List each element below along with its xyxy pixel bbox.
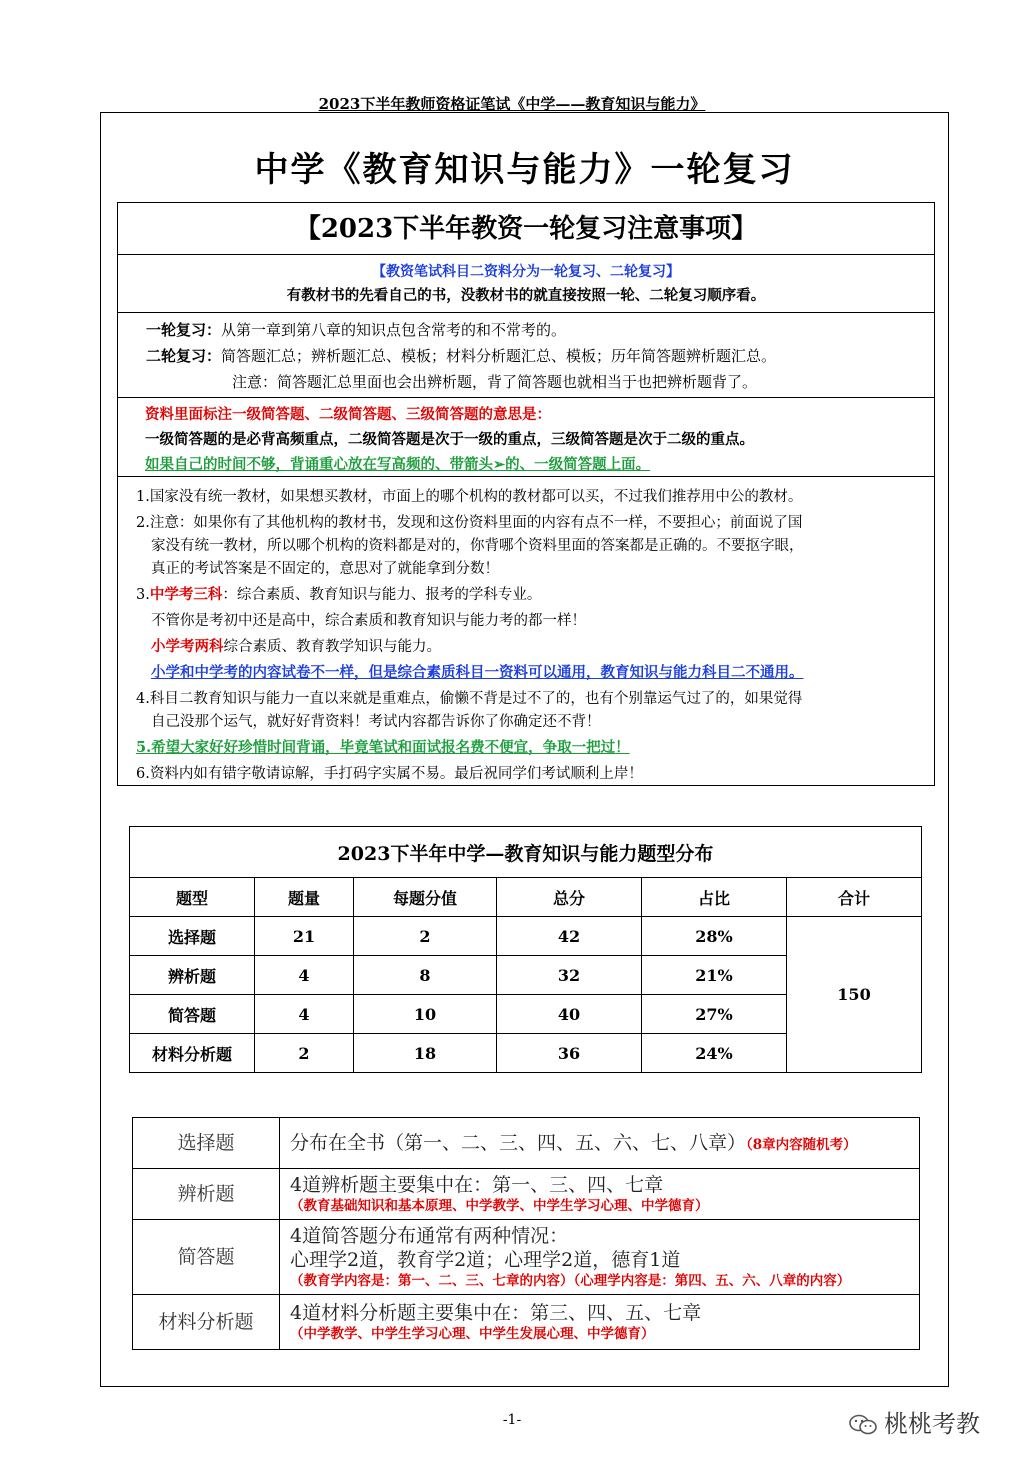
material-text: 4道材料分析题主要集中在：第三、四、五、七章 [290, 1301, 702, 1324]
discrim-text: 4道辨析题主要集中在：第一、三、四、七章 [290, 1173, 664, 1196]
header-cell: 合计 [787, 878, 922, 917]
notice-items [118, 477, 934, 787]
round1-text: 从第一章到第八章的知识点包含常考的和不常考的。 [221, 321, 567, 339]
round2-note: 注意：简答题汇总里面也会出辨析题，背了简答题也就相当于也把辨析题背了。 [232, 373, 758, 391]
item-3 [136, 583, 541, 604]
page-number: -1- [502, 1412, 522, 1428]
table-cell: 36 [497, 1034, 642, 1073]
item-3-num: 3. [136, 587, 150, 603]
details-table [132, 1117, 920, 1350]
page-title: 中学《教育知识与能力》一轮复习 [254, 150, 795, 190]
table-cell: 4 [255, 956, 354, 995]
discrim-note: （教育基础知识和基本原理、中学教学、中学生学习心理、中学德育） [290, 1197, 709, 1214]
notice-title: 【2023下半年教资一轮复习注意事项】 [118, 203, 934, 255]
material-note: （中学教学、中学生学习心理、中学生发展心理、中学德育） [290, 1325, 655, 1342]
table-cell: 4 [255, 995, 354, 1034]
level-green-line: 如果自己的时间不够，背诵重心放在写高频的、带箭头➢的、一级简答题上面。 [145, 456, 651, 473]
item-5: 5.希望大家好好珍惜时间背诵，毕竟笔试和面试报名费不便宜，争取一把过！ [136, 739, 630, 756]
table-cell: 32 [497, 956, 642, 995]
table-cell: 28% [642, 917, 787, 956]
table-cell: 8 [354, 956, 497, 995]
table-cell: 简答题 [130, 995, 255, 1034]
wechat-icon [848, 1413, 878, 1437]
header-cell: 题型 [130, 878, 255, 917]
header-cell: 占比 [642, 878, 787, 917]
document-header: 2023下半年教师资格证笔试《中学——教育知识与能力》 [318, 95, 706, 113]
table-cell: 2 [255, 1034, 354, 1073]
notice-intro [118, 255, 934, 313]
header-cell: 题量 [255, 878, 354, 917]
level-black-line: 一级简答题的是必背高频重点，二级简答题是次于一级的重点，三级简答题是次于二级的重点。 [145, 431, 754, 448]
short-note: （教育学内容是：第一、二、三、七章的内容）（心理学内容是：第四、五、六、八章的内容） [290, 1272, 851, 1289]
table-header-row [130, 878, 922, 917]
round1-label: 一轮复习： [146, 321, 222, 339]
header-cell: 总分 [497, 878, 642, 917]
item-2a: 2.注意：如果你有了其他机构的教材书，发现和这份资料里面的内容有点不一样，不要担心；前面说了国 [136, 515, 803, 531]
table-cell: 40 [497, 995, 642, 1034]
table-cell: 21 [255, 917, 354, 956]
item-4b: 自己没那个运气，就好好背资料！考试内容都告诉你了你确定还不背！ [151, 714, 601, 730]
choice-note: （8章内容随机考） [746, 1136, 857, 1153]
table-row [130, 917, 922, 956]
table-cell: 2 [354, 917, 497, 956]
level-red-line: 资料里面标注一级简答题、二级简答题、三级简答题的意思是： [145, 406, 551, 423]
table-cell: 24% [642, 1034, 787, 1073]
detail-content [280, 1220, 920, 1295]
item-2c: 真正的考试答案是不固定的，意思对了就能拿到分数！ [151, 561, 499, 577]
table-row [133, 1118, 920, 1169]
item-3b: 不管你是考初中还是高中，综合素质和教育知识与能力考的都一样！ [151, 613, 586, 629]
short-text-2: 心理学2道，教育学2道；心理学2道，德育1道 [290, 1249, 681, 1272]
table-cell: 材料分析题 [130, 1034, 255, 1073]
item-2b: 家没有统一教材，所以哪个机构的资料都是对的，你背哪个资料里面的答案都是正确的。不要抠字眼， [151, 538, 804, 554]
table-cell: 42 [497, 917, 642, 956]
total-cell: 150 [787, 917, 922, 1073]
table-cell: 18 [354, 1034, 497, 1073]
detail-label: 简答题 [133, 1220, 280, 1295]
item-3d: 小学和中学考的内容试卷不一样，但是综合素质科目一资料可以通用，教育知识与能力科目二不通用。 [151, 664, 804, 681]
table-cell: 27% [642, 995, 787, 1034]
short-text-1: 4道简答题分布通常有两种情况： [290, 1224, 569, 1247]
item-4a: 4.科目二教育知识与能力一直以来就是重难点，偷懒不背是过不了的，也有个别靠运气过了的，如果觉得 [136, 691, 803, 707]
level-explanation [118, 398, 934, 477]
detail-label: 辨析题 [133, 1169, 280, 1220]
table-row [133, 1220, 920, 1295]
header-cell: 每题分值 [354, 878, 497, 917]
detail-label: 材料分析题 [133, 1295, 280, 1350]
item-3-red: 中学考三科 [149, 586, 223, 603]
round2-label: 二轮复习： [146, 347, 222, 365]
item-3c-text: 综合素质、教育教学知识与能力。 [223, 639, 441, 655]
distribution-table [129, 826, 922, 1073]
item-3c [151, 635, 441, 656]
round1-line [146, 319, 566, 340]
table-row [133, 1295, 920, 1350]
table-cell: 选择题 [130, 917, 255, 956]
review-rounds [118, 313, 934, 398]
item-1: 1.国家没有统一教材，如果想买教材，市面上的哪个机构的教材都可以买，不过我们推荐用中公的教材。 [136, 489, 803, 505]
detail-label: 选择题 [133, 1118, 280, 1169]
detail-content [280, 1295, 920, 1350]
notice-box [117, 202, 935, 786]
item-3-text: ：综合素质、教育知识与能力、报考的学科专业。 [222, 587, 542, 603]
table-cell: 21% [642, 956, 787, 995]
detail-content [280, 1118, 920, 1169]
item-3c-red: 小学考两科 [151, 638, 224, 655]
choice-text: 分布在全书（第一、二、三、四、五、六、七、八章） [290, 1131, 747, 1154]
notice-black-line: 有教材书的先看自己的书，没教材书的就直接按照一轮、二轮复习顺序看。 [286, 287, 766, 304]
round2-line [146, 345, 776, 366]
table-cell: 辨析题 [130, 956, 255, 995]
distribution-caption: 2023下半年中学—教育知识与能力题型分布 [130, 827, 922, 878]
watermark [848, 1404, 980, 1439]
round2-text: 简答题汇总；辨析题汇总、模板；材料分析题汇总、模板；历年简答题辨析题汇总。 [221, 347, 777, 365]
detail-content [280, 1169, 920, 1220]
table-cell: 10 [354, 995, 497, 1034]
item-6: 6.资料内如有错字敬请谅解，手打码字实属不易。最后祝同学们考试顺利上岸！ [136, 766, 643, 782]
table-row [133, 1169, 920, 1220]
notice-blue-line: 【教资笔试科目二资料分为一轮复习、二轮复习】 [372, 264, 680, 280]
watermark-text: 桃桃考教 [884, 1410, 980, 1438]
